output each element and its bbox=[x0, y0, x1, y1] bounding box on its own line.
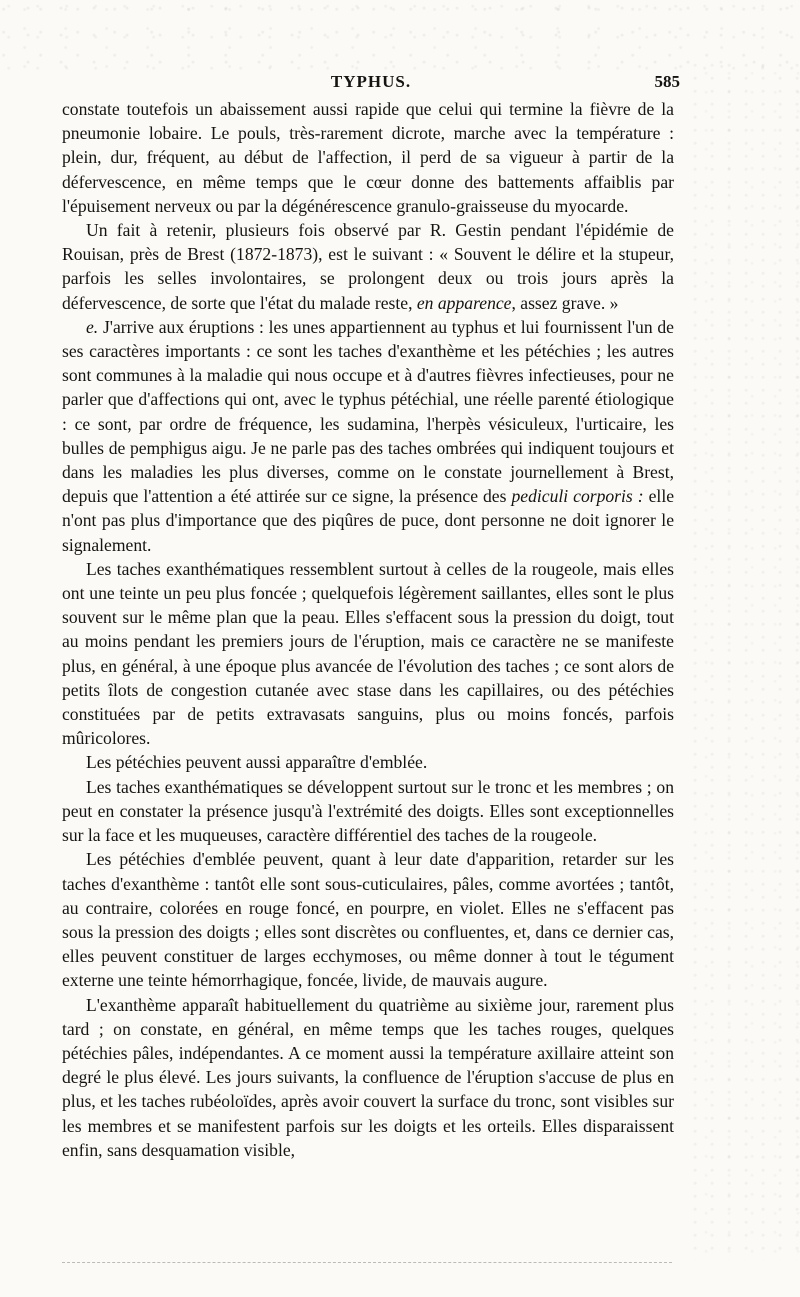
paragraph-7 bbox=[62, 847, 674, 992]
paragraph-3-italic: pediculi corporis : bbox=[511, 486, 644, 507]
paragraph-2-text-after: , assez grave. » bbox=[511, 292, 619, 313]
paragraph-5 bbox=[62, 750, 674, 774]
scan-noise-top bbox=[0, 0, 800, 70]
page-number: 585 bbox=[654, 72, 680, 91]
paragraph-7-text: Les pétéchies d'emblée peuvent, quant à leur date d'apparition, retarder sur les taches d'exanthème : tantôt elle sont sous-cuticulaires, pâles, comme avortées ; tantôt, au contraire, colorées en rouge foncé, en pourpre, en violet. Elles ne s'effacent pas sous la pression des doigts ; elles sont discrètes ou confluentes, et, dans ce dernier cas, elles peuvent constituer de larges ecchymoses, ou même donner à tout le tégument externe une teinte hémorrhagique, foncée, livide, de mauvais augure. bbox=[62, 849, 674, 991]
paragraph-8 bbox=[62, 993, 674, 1162]
paragraph-2-text: Un fait à retenir, plusieurs fois observé par R. Gestin pendant l'épidémie de Rouisan, près de Brest (1872-1873), est le suivant : « Souvent le délire et la stupeur, parfois les selles involontaires, se prolongent deux ou trois jours après la défervescence, de sorte que l'état du malade reste, bbox=[62, 220, 674, 313]
paragraph-1-text: constate toutefois un abaissement aussi rapide que celui qui termine la fièvre de la pneumonie lobaire. Le pouls, très-rarement dicrote, marche avec la température : plein, dur, fréquent, au début de l'affection, il perd de sa vigueur à partir de la défervescence, en même temps que le cœur donne des battements affaiblis par l'épuisement nerveux ou par la dégénérescence granulo-graisseuse du myocarde. bbox=[62, 99, 674, 216]
paragraph-3-text-after: elle n'ont pas plus d'importance que des piqûres de puce, dont personne ne doit ignorer le signalement. bbox=[62, 486, 675, 555]
paragraph-8-text: L'exanthème apparaît habituellement du quatrième au sixième jour, rarement plus tard ; on constate, en général, en même temps que les taches rouges, quelques pétéchies pâles, indépendantes. A ce moment aussi la température axillaire atteint son degré le plus élevé. Les jours suivants, la confluence de l'éruption s'accuse de plus en plus, et les taches rubéoloïdes, après avoir couvert la surface du tronc, sont visibles sur les membres et se manifestent parfois sur les doigts et les orteils. Elles disparaissent enfin, sans desquamation visible, bbox=[62, 994, 674, 1160]
paragraph-3-text: J'arrive aux éruptions : les unes appartiennent au typhus et lui fournissent l'un de ses caractères importants : ce sont les taches d'exanthème et les pétéchies ; les autres sont communes à la maladie qui nous occupe et à d'autres fièvres infectieuses, pour ne parler que d'affections qui ont, avec le typhus pétéchial, une réelle parenté étiologique : ce sont, par ordre de fréquence, les sudamina, l'herpès vésiculeux, l'urticaire, les bulles de pemphigus aigu. Je ne parle pas des taches ombrées qui indiquent toujours et dans les maladies les plus diverses, comme on le constate journellement à Brest, depuis que l'attention a été attirée sur ce signe, la présence des bbox=[62, 316, 674, 507]
page-header bbox=[62, 72, 680, 98]
paragraph-6-text: Les taches exanthématiques se développent surtout sur le tronc et les membres ; on peut en constater la présence jusqu'à l'extrémité des doigts. Elles sont exceptionnelles sur la face et les muqueuses, caractère différentiel des taches de la rougeole. bbox=[62, 776, 674, 846]
paragraph-3-item-letter: e. bbox=[86, 316, 99, 337]
bottom-scan-line bbox=[62, 1262, 672, 1264]
scan-noise-right-margin bbox=[690, 60, 800, 1260]
paragraph-5-text: Les pétéchies peuvent aussi apparaître d'emblée. bbox=[86, 752, 428, 773]
paragraph-2-italic: en apparence bbox=[416, 292, 512, 313]
paragraph-4-text: Les taches exanthématiques ressemblent surtout à celles de la rougeole, mais elles ont une teinte un peu plus foncée ; quelquefois légèrement saillantes, elles sont le plus souvent sur le même plan que la peau. Elles s'effacent sous la pression du doigt, tout au moins pendant les premiers jours de l'éruption, mais ce caractère ne se manifeste plus, en général, à une époque plus avancée de l'évolution des taches ; ce sont alors de petits îlots de congestion cutanée avec stase dans les capillaires, ou des pétéchies constituées par de petits extravasats sanguins, plus ou moins foncés, parfois mûricolores. bbox=[62, 558, 674, 749]
paragraph-4 bbox=[62, 557, 674, 751]
paragraph-6 bbox=[62, 775, 674, 848]
paragraph-2 bbox=[62, 218, 674, 315]
paragraph-1 bbox=[62, 97, 674, 218]
running-head: TYPHUS. bbox=[330, 72, 412, 91]
paragraph-3 bbox=[62, 315, 674, 557]
body-text bbox=[62, 97, 674, 1162]
